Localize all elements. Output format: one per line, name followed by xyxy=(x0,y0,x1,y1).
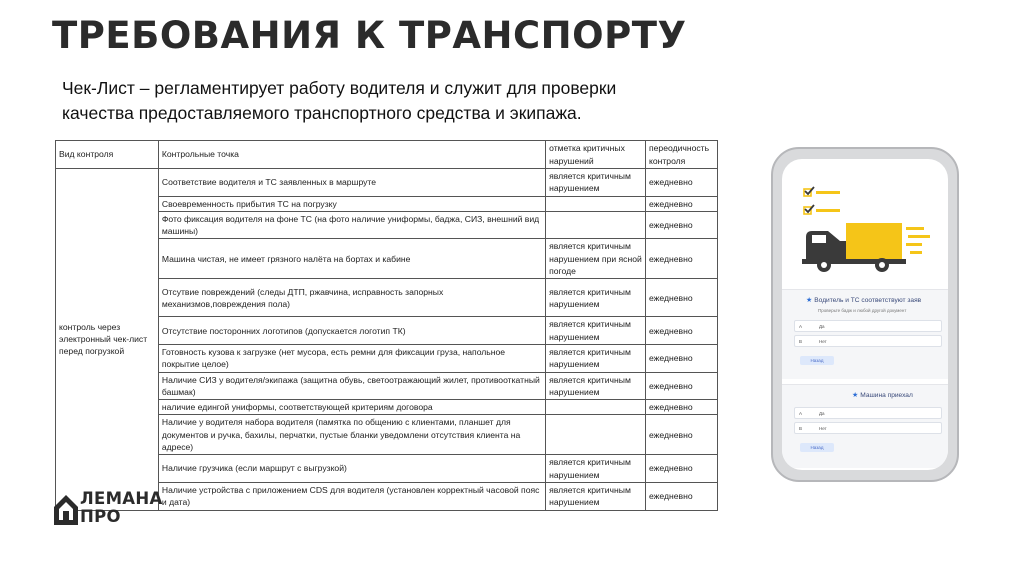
periodicity-cell: ежедневно xyxy=(645,344,717,372)
speed-line xyxy=(910,251,922,254)
speed-line xyxy=(906,227,924,230)
critical-mark-cell: является критичным нарушением xyxy=(546,169,646,197)
critical-mark-cell: является критичным нарушением xyxy=(546,455,646,483)
checkpoint-cell: Отсутствие посторонних логотипов (допускается логотип ТК) xyxy=(158,317,545,345)
option-yes-1[interactable]: A Да xyxy=(794,320,942,332)
checkpoint-cell: Готовность кузова к загрузке (нет мусора, есть ремни для фиксации груза, напольное покрытие целое) xyxy=(158,344,545,372)
house-logo-icon xyxy=(52,491,80,527)
truck-body xyxy=(846,223,902,259)
logo-line-2: ПРО xyxy=(80,507,121,526)
critical-mark-cell: является критичным нарушением xyxy=(546,317,646,345)
critical-mark-cell xyxy=(546,211,646,239)
back-button-2[interactable]: Назад xyxy=(800,443,834,452)
header-control-type: Вид контроля xyxy=(56,141,159,169)
truck-window xyxy=(812,235,826,243)
checklist-line xyxy=(816,209,840,212)
phone-mockup xyxy=(771,147,959,482)
checkpoint-cell: Своевременность прибытия ТС на погрузку xyxy=(158,196,545,211)
phone-screen xyxy=(782,159,948,470)
checkmark-icon xyxy=(805,187,814,194)
speed-line xyxy=(908,235,930,238)
periodicity-cell: ежедневно xyxy=(645,211,717,239)
critical-mark-cell xyxy=(546,196,646,211)
checkpoint-cell: Отсутвие повреждений (следы ДТП, ржавчина, исправность запорных механизмов,повреждения пола) xyxy=(158,279,545,317)
critical-mark-cell: является критичным нарушением xyxy=(546,372,646,400)
control-type-cell: контроль через электронный чек-лист перед погрузкой xyxy=(56,169,159,511)
checkpoint-cell: Фото фиксация водителя на фоне ТС (на фото наличие униформы, баджа, СИЗ, внешний вид машины) xyxy=(158,211,545,239)
periodicity-cell: ежедневно xyxy=(645,169,717,197)
periodicity-cell: ежедневно xyxy=(645,482,717,510)
critical-mark-cell xyxy=(546,400,646,415)
periodicity-cell: ежедневно xyxy=(645,239,717,279)
checkpoint-cell: Наличие устройства с приложением CDS для водителя (установлен корректный часовой пояс и дата) xyxy=(158,482,545,510)
option-no-2[interactable]: B Нет xyxy=(794,422,942,434)
speed-line xyxy=(906,243,922,246)
periodicity-cell: ежедневно xyxy=(645,415,717,455)
checkpoint-cell: Наличие у водителя набора водителя (памятка по общению с клиентами, планшет для документов и ручка, бахилы, перчатки, пустые бланки уведомлени отсутствия клиента на адресе) xyxy=(158,415,545,455)
lemana-pro-logo xyxy=(52,488,202,530)
table-row xyxy=(56,169,718,197)
checklist-line xyxy=(816,191,840,194)
logo-line-1: ЛЕМАНА xyxy=(80,489,163,508)
critical-mark-cell: является критичным нарушением xyxy=(546,279,646,317)
star-icon: ★ xyxy=(852,392,859,399)
periodicity-cell: ежедневно xyxy=(645,279,717,317)
periodicity-cell: ежедневно xyxy=(645,372,717,400)
app-question-2 xyxy=(782,384,948,468)
star-icon: ★ xyxy=(806,297,813,304)
subtitle-line-2: качества предоставляемого транспортного средства и экипажа. xyxy=(62,103,582,123)
critical-mark-cell xyxy=(546,415,646,455)
checklist-table xyxy=(55,140,718,511)
checkpoint-cell: Наличие грузчика (если маршрут с выгрузкой) xyxy=(158,455,545,483)
option-yes-2[interactable]: A Да xyxy=(794,407,942,419)
critical-mark-cell: является критичным нарушением при ясной погоде xyxy=(546,239,646,279)
checkpoint-cell: наличие едингой униформы, соответствующей критериям договора xyxy=(158,400,545,415)
periodicity-cell: ежедневно xyxy=(645,317,717,345)
back-button-1[interactable]: Назад xyxy=(800,356,834,365)
periodicity-cell: ежедневно xyxy=(645,455,717,483)
option-no-1[interactable]: B Нет xyxy=(794,335,942,347)
app-question-1 xyxy=(782,289,948,379)
header-critical-mark: отметка критичных нарушений xyxy=(546,141,646,169)
checkpoint-cell: Наличие СИЗ у водителя/экипажа (защитна обувь, светоотражающий жилет, противооткатный башмак) xyxy=(158,372,545,400)
periodicity-cell: ежедневно xyxy=(645,400,717,415)
subtitle-line-1: Чек-Лист – регламентирует работу водителя и служит для проверки xyxy=(62,78,617,98)
periodicity-cell: ежедневно xyxy=(645,196,717,211)
checklist-truck-illustration xyxy=(782,167,948,287)
question-1-hint: Проверьте бадж и любой другой документ xyxy=(818,308,907,313)
header-checkpoint: Контрольные точка xyxy=(158,141,545,169)
checkmark-icon xyxy=(805,205,814,212)
header-periodicity: переодичность контроля xyxy=(645,141,717,169)
page-title: ТРЕБОВАНИЯ К ТРАНСПОРТУ xyxy=(52,14,687,57)
critical-mark-cell: является критичным нарушением xyxy=(546,344,646,372)
checkpoint-cell: Соответствие водителя и ТС заявленных в маршруте xyxy=(158,169,545,197)
critical-mark-cell: является критичным нарушением xyxy=(546,482,646,510)
page-subtitle xyxy=(62,76,722,126)
question-2-text: ★ Машина приехал xyxy=(852,392,913,399)
question-1-text: ★ Водитель и ТС соответствуют заяв xyxy=(806,297,922,304)
checkpoint-cell: Машина чистая, не имеет грязного налёта на бортах и кабине xyxy=(158,239,545,279)
